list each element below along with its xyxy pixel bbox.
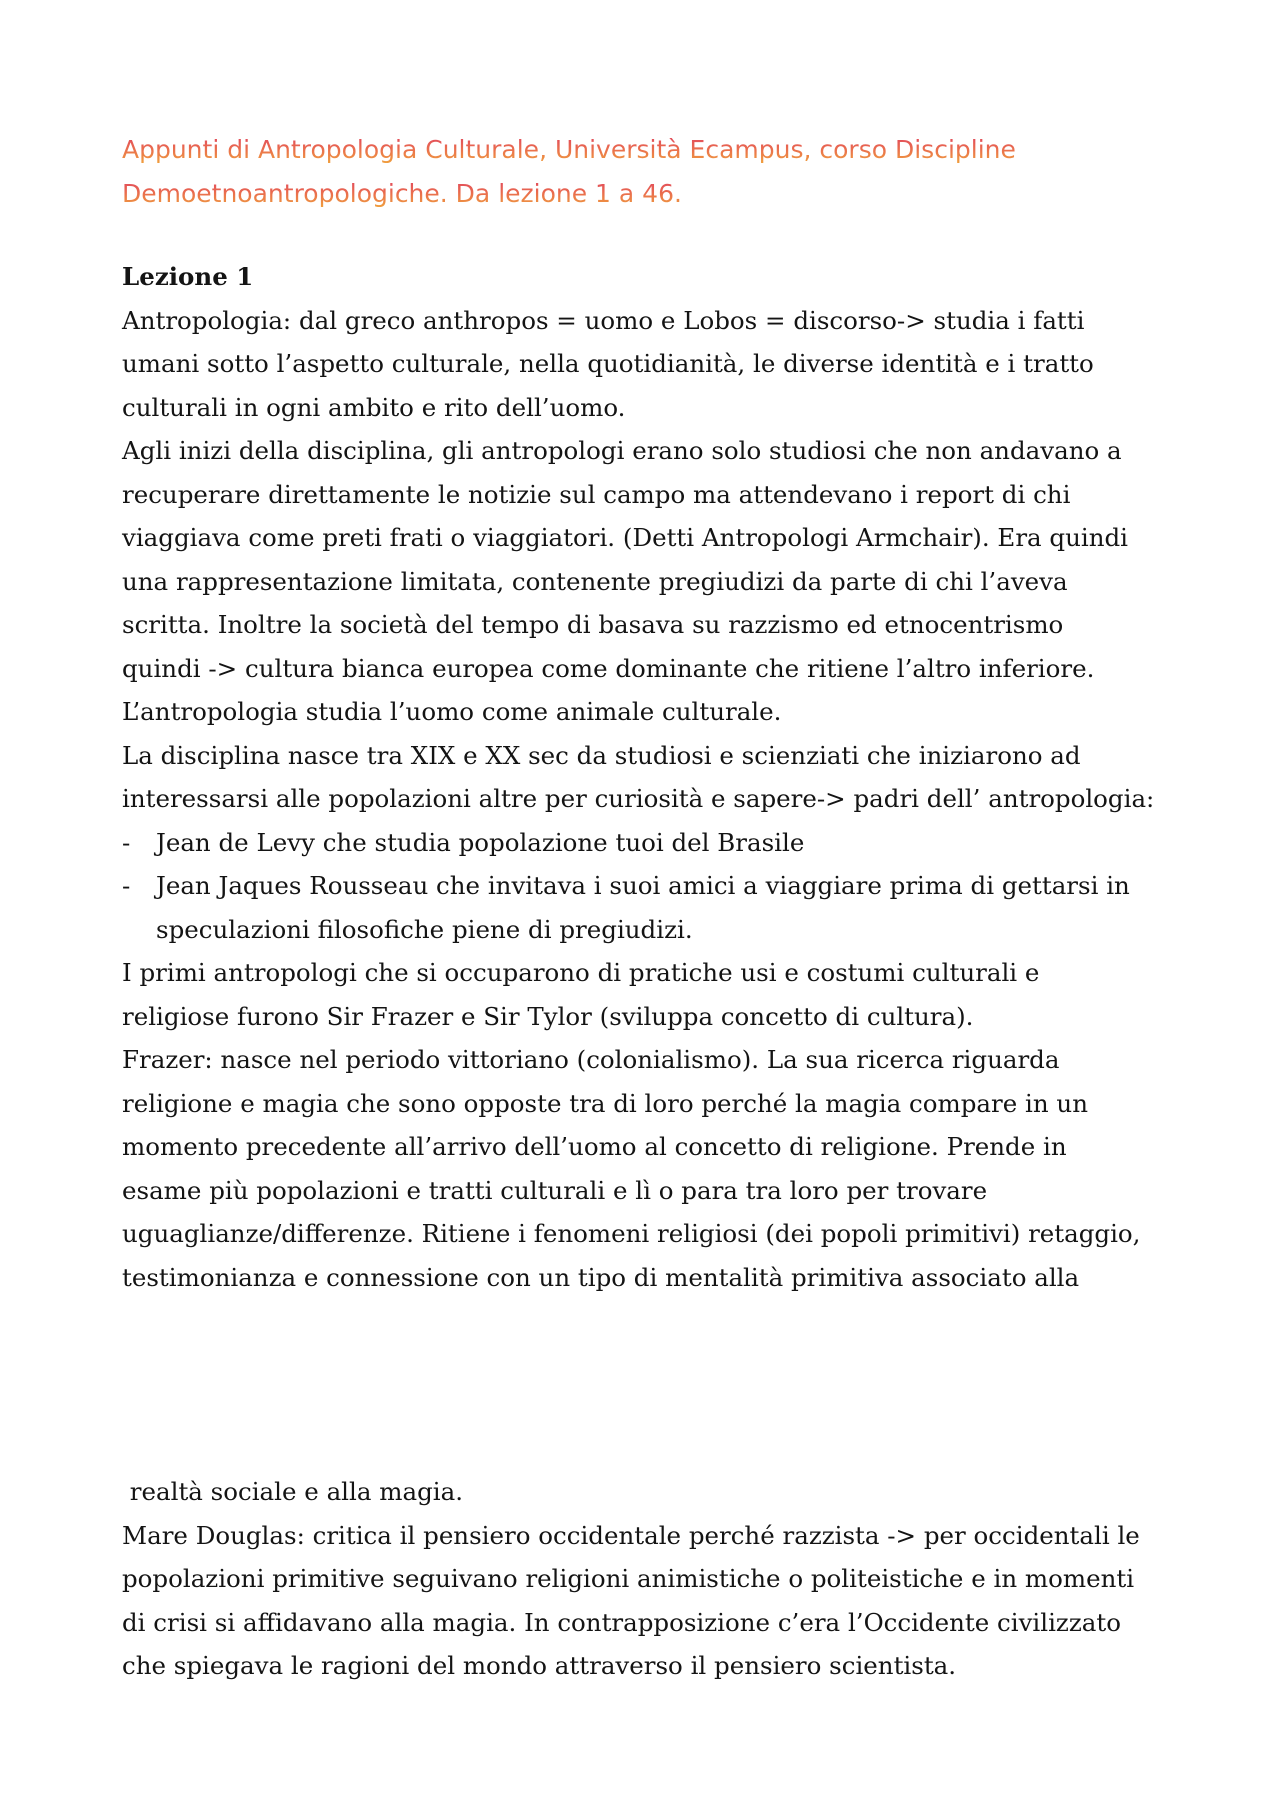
- paragraph-line: realtà sociale e alla magia.: [122, 1477, 464, 1506]
- paragraph-line: momento precedente all’arrivo dell’uomo al concetto di religione. Prende in: [122, 1132, 1067, 1161]
- paragraph-line: scritta. Inoltre la società del tempo di basava su razzismo ed etnocentrismo: [122, 610, 1064, 639]
- paragraph-line: I primi antropologi che si occuparono di pratiche usi e costumi culturali e: [122, 958, 1040, 987]
- bullet-dash: -: [122, 871, 131, 900]
- bullet-text: Jean Jaques Rousseau che invitava i suoi amici a viaggiare prima di gettarsi in: [156, 871, 1130, 900]
- lesson-section: [122, 255, 1182, 1299]
- paragraph-line: una rappresentazione limitata, contenente pregiudizi da parte di chi l’aveva: [122, 566, 1068, 596]
- paragraph-line: recuperare direttamente le notizie sul campo ma attendevano i report di chi: [122, 479, 1071, 509]
- paragraph-line: religione e magia che sono opposte tra di loro perché la magia compare in un: [122, 1088, 1088, 1118]
- paragraph-line: La disciplina nasce tra XIX e XX sec da studiosi e scienziati che iniziarono ad: [122, 740, 1081, 770]
- bullet-item: [122, 864, 1182, 908]
- bullet-continuation: speculazioni filosofiche piene di pregiudizi.: [156, 914, 693, 944]
- paragraph-line: Antropologia: dal greco anthropos = uomo e Lobos = discorso-> studia i fatti: [122, 305, 1085, 335]
- paragraph-line: quindi -> cultura bianca europea come dominante che ritiene l’altro inferiore.: [122, 653, 1095, 683]
- paragraph-line: di crisi si affidavano alla magia. In contrapposizione c’era l’Occidente civilizzato: [122, 1607, 1121, 1637]
- paragraph-line: culturali in ogni ambito e rito dell’uomo.: [122, 392, 626, 422]
- title-line-2: Demoetnoantropologiche. Da lezione 1 a 46.: [122, 179, 682, 208]
- paragraph-line: testimonianza e connessione con un tipo di mentalità primitiva associato alla: [122, 1262, 1080, 1292]
- paragraph-line: interessarsi alle popolazioni altre per curiosità e sapere-> padri dell’ antropologia:: [122, 784, 1155, 813]
- document-title: [122, 128, 1132, 216]
- paragraph-line: uguaglianze/differenze. Ritiene i fenomeni religiosi (dei popoli primitivi) retaggio,: [122, 1219, 1141, 1248]
- paragraph-line: L’antropologia studia l’uomo come animale culturale.: [122, 697, 782, 726]
- paragraph-line: che spiegava le ragioni del mondo attraverso il pensiero scientista.: [122, 1651, 957, 1680]
- paragraph-line: umani sotto l’aspetto culturale, nella quotidianità, le diverse identità e i tratto: [122, 349, 1094, 378]
- bullet-dash: -: [122, 827, 131, 857]
- paragraph-line: religiose furono Sir Frazer e Sir Tylor (sviluppa concetto di cultura).: [122, 1001, 974, 1031]
- paragraph-line: Agli inizi della disciplina, gli antropologi erano solo studiosi che non andavano a: [122, 436, 1122, 465]
- paragraph-line: popolazioni primitive seguivano religioni animistiche o politeistiche e in momenti: [122, 1564, 1135, 1593]
- paragraph-line: Frazer: nasce nel periodo vittoriano (colonialismo). La sua ricerca riguarda: [122, 1045, 1060, 1074]
- continuation-section: [122, 1470, 1182, 1688]
- title-line-1: Appunti di Antropologia Culturale, Università Ecampus, corso Discipline: [122, 135, 1016, 164]
- paragraph-line: Mare Douglas: critica il pensiero occidentale perché razzista -> per occidentali le: [122, 1520, 1140, 1550]
- lesson-heading: Lezione 1: [122, 262, 254, 291]
- bullet-item: [122, 821, 1182, 865]
- bullet-text: Jean de Levy che studia popolazione tuoi del Brasile: [156, 827, 805, 857]
- paragraph-line: viaggiava come preti frati o viaggiatori. (Detti Antropologi Armchair). Era quindi: [122, 523, 1129, 552]
- paragraph-line: esame più popolazioni e tratti culturali e lì o para tra loro per trovare: [122, 1175, 988, 1205]
